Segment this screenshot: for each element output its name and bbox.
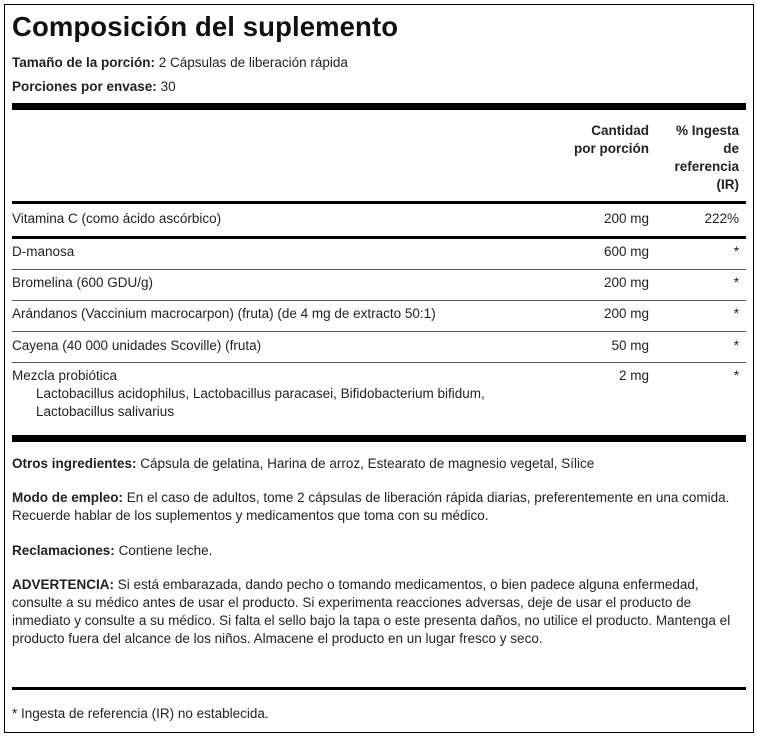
ingredient-name: Bromelina (600 GDU/g) [12, 275, 154, 290]
servings-label: Porciones por envase: [12, 79, 157, 94]
directions-label: Modo de empleo: [12, 490, 123, 505]
blend-components-line1: Lactobacillus acidophilus, Lactobacillus paracasei, Bifidobacterium bifidum, [36, 386, 485, 401]
thick-divider [12, 103, 746, 110]
footer-divider [12, 687, 746, 690]
ingredient-ir: * [733, 275, 739, 290]
supplement-facts-panel [4, 4, 754, 733]
table-row [12, 274, 746, 292]
warning-label: ADVERTENCIA: [12, 577, 115, 592]
ingredient-amount: 600 mg [603, 244, 649, 259]
thick-divider [12, 435, 746, 442]
ingredient-amount: 50 mg [611, 338, 649, 353]
table-row [12, 367, 746, 385]
table-row [12, 243, 746, 261]
claims-label: Reclamaciones: [12, 543, 115, 558]
other-ingredients [12, 455, 746, 473]
ingredient-name: Mezcla probiótica [12, 368, 118, 383]
blend-components [36, 385, 485, 421]
row-divider [12, 331, 746, 332]
ingredient-name: Cayena (40 000 unidades Scoville) (fruta) [12, 338, 262, 353]
serving-size [12, 55, 348, 70]
table-row [12, 337, 746, 355]
ingredient-ir: * [733, 368, 739, 383]
ir-header-line2: de [723, 141, 739, 156]
ingredient-amount: 200 mg [603, 211, 649, 226]
table-row [12, 305, 746, 323]
table-row [12, 210, 746, 228]
ir-header-line4: (IR) [716, 177, 739, 192]
ingredient-ir: * [733, 244, 739, 259]
servings-value: 30 [160, 79, 176, 94]
directions [12, 489, 746, 525]
ingredient-amount: 2 mg [618, 368, 649, 383]
ingredient-ir: 222% [704, 211, 739, 226]
warning [12, 576, 746, 648]
ingredient-amount: 200 mg [603, 306, 649, 321]
amount-header-line2: por porción [574, 141, 649, 156]
ingredient-name: Vitamina C (como ácido ascórbico) [12, 211, 222, 226]
serving-size-value: 2 Cápsulas de liberación rápida [158, 55, 348, 70]
claims-text: Contiene leche. [118, 543, 213, 558]
warning-text: Si está embarazada, dando pecho o tomando medicamentos, o bien padece alguna enfermedad, consulte a su médico antes de usar el producto. Si experimenta reacciones adversas, deje de usar el producto de inmediato y consulte a su médico. Si falta el sello bajo la tapa o este presenta daños, no utilice el producto. Mantenga el producto fuera del alcance de los niños. Almacene el producto en un lugar fresco y seco. [12, 577, 731, 646]
servings-per-container [12, 79, 176, 94]
row-divider [12, 362, 746, 363]
ir-header [674, 122, 739, 194]
amount-header [574, 122, 649, 158]
ir-header-line3: referencia [674, 159, 739, 174]
ir-header-line1: % Ingesta [675, 123, 739, 138]
ingredient-amount: 200 mg [603, 275, 649, 290]
header-divider [12, 201, 746, 204]
amount-header-line1: Cantidad [591, 123, 649, 138]
other-ingredients-label: Otros ingredientes: [12, 456, 137, 471]
directions-text: En el caso de adultos, tome 2 cápsulas de liberación rápida diarias, preferentemente en una comida. Recuerde hablar de los suplementos y medicamentos que toma con su médico. [12, 490, 730, 523]
other-ingredients-text: Cápsula de gelatina, Harina de arroz, Estearato de magnesio vegetal, Sílice [140, 456, 595, 471]
ingredient-name: Arándanos (Vaccinium macrocarpon) (fruta) (de 4 mg de extracto 50:1) [12, 306, 436, 321]
claims [12, 542, 746, 560]
row-divider [12, 236, 746, 239]
ingredient-name: D-manosa [12, 244, 75, 259]
row-divider [12, 300, 746, 301]
footnote: * Ingesta de referencia (IR) no establecida. [12, 706, 269, 721]
row-divider [12, 269, 746, 270]
ingredient-ir: * [733, 338, 739, 353]
blend-components-line2: Lactobacillus salivarius [36, 404, 175, 419]
serving-size-label: Tamaño de la porción: [12, 55, 156, 70]
ingredient-ir: * [733, 306, 739, 321]
panel-title: Composición del suplemento [12, 11, 399, 42]
